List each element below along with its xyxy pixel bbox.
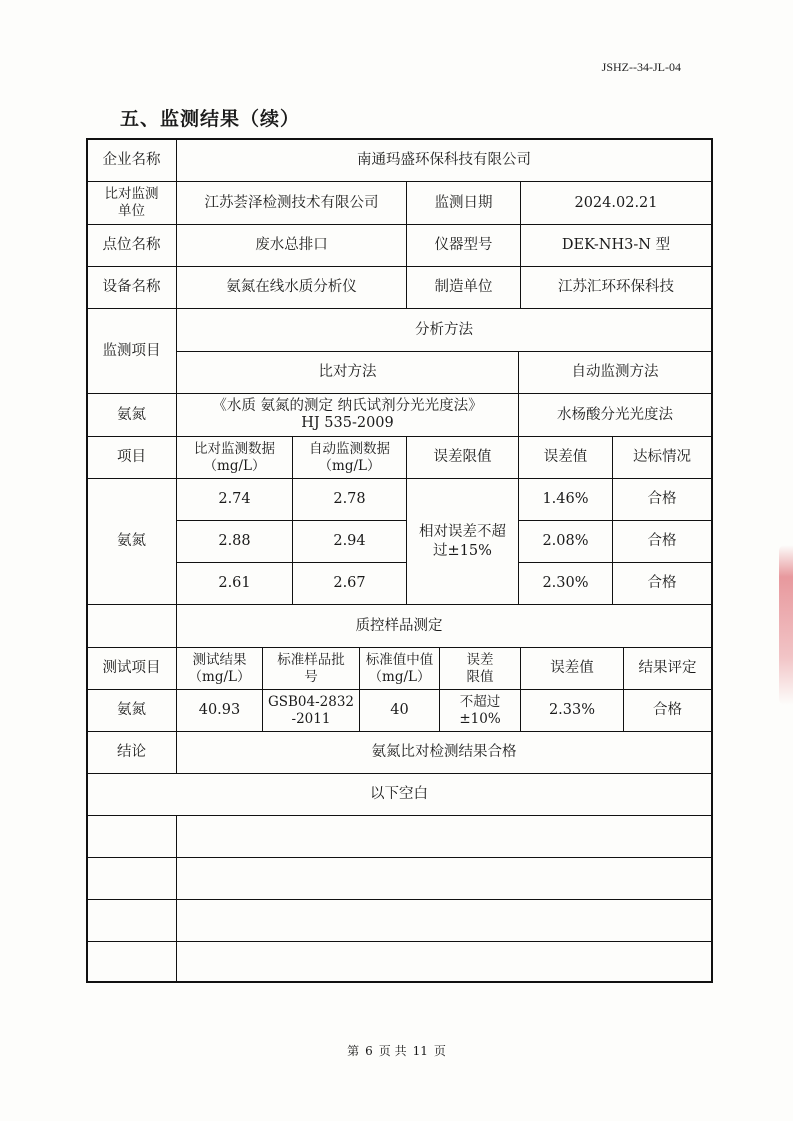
footer-page-number: 6 [365, 1044, 373, 1058]
row2-auto: 2.94 [333, 533, 366, 549]
qc-col-limit: 误差限值 [466, 651, 494, 685]
row2-error: 2.08% [542, 533, 589, 549]
footer-mid: 页 共 [378, 1044, 407, 1058]
auto-method-value: 水杨酸分光光度法 [557, 406, 673, 423]
company-value: 南通玛盛环保科技有限公司 [357, 152, 531, 168]
footer-prefix: 第 [347, 1044, 360, 1058]
grid-line [86, 815, 713, 816]
method-standard-code: HJ 535-2009 [301, 415, 394, 431]
qc-result: 40.93 [198, 702, 241, 718]
date-value: 2024.02.21 [574, 194, 658, 211]
comparison-unit-label: 比对监测单位 [104, 186, 159, 219]
qc-col-error: 误差值 [550, 660, 594, 676]
site-label: 点位名称 [102, 237, 161, 253]
col-status-header: 达标情况 [633, 449, 691, 465]
monitoring-item-label: 监测项目 [102, 342, 161, 359]
document-code: JSHZ--34-JL-04 [601, 60, 681, 74]
row1-error: 1.46% [542, 491, 589, 507]
row1-manual: 2.74 [218, 491, 251, 507]
footer-total-pages: 11 [412, 1044, 428, 1058]
row2-manual: 2.88 [218, 533, 251, 549]
comparison-method-value [177, 394, 518, 436]
qc-item: 氨氮 [117, 702, 146, 718]
grid-line [176, 815, 177, 983]
qc-col-batch: 标准样品批号 [277, 651, 345, 685]
row2-status: 合格 [647, 533, 677, 549]
site-value: 废水总排口 [255, 237, 328, 253]
date-label: 监测日期 [434, 194, 493, 211]
row3-error: 2.30% [542, 575, 589, 591]
col-auto-header: 自动监测数据（mg/L） [309, 440, 390, 474]
method-standard-name: 《水质 氨氮的测定 纳氏试剂分光光度法》 [212, 398, 483, 414]
comparison-analyte: 氨氮 [117, 533, 146, 549]
grid-line [86, 899, 713, 900]
qc-limit: 不超过±10% [459, 693, 501, 727]
row3-manual: 2.61 [218, 575, 251, 591]
qc-col-result: 测试结果（mg/L） [188, 651, 251, 685]
grid-line [86, 857, 713, 858]
blank-note: 以下空白 [370, 786, 428, 802]
maker-label: 制造单位 [434, 279, 493, 295]
page-footer [0, 1042, 793, 1059]
grid-line [86, 941, 713, 942]
qc-col-item: 测试项目 [102, 660, 161, 676]
comparison-unit-value: 江苏荟泽检测技术有限公司 [204, 194, 379, 211]
auto-method-header: 自动监测方法 [571, 364, 659, 380]
col-manual-header: 比对监测数据（mg/L） [194, 440, 275, 474]
qc-batch: GSB04-2832-2011 [267, 693, 355, 727]
row1-status: 合格 [647, 491, 677, 507]
table-border-bottom [86, 981, 713, 983]
device-value: 氨氮在线水质分析仪 [226, 279, 357, 295]
qc-col-std-value: 标准值中值（mg/L） [365, 651, 434, 685]
comparison-method-header: 比对方法 [318, 364, 377, 380]
row3-auto: 2.67 [333, 575, 366, 591]
qc-title: 质控样品测定 [355, 617, 443, 634]
comparison-limit-value: 相对误差不超过±15% [419, 523, 506, 559]
analysis-method-header: 分析方法 [415, 321, 473, 338]
qc-col-evaluation: 结果评定 [638, 660, 697, 676]
maker-value: 江苏汇环环保科技 [558, 279, 674, 295]
qc-error: 2.33% [548, 702, 596, 718]
footer-suffix: 页 [433, 1044, 446, 1058]
conclusion-value: 氨氮比对检测结果合格 [371, 744, 517, 760]
device-label: 设备名称 [102, 279, 161, 295]
method-analyte: 氨氮 [117, 406, 146, 423]
col-limit-header: 误差限值 [433, 449, 492, 465]
qc-evaluation: 合格 [653, 702, 682, 718]
model-label: 仪器型号 [434, 237, 493, 253]
section-title: 五、监测结果（续） [120, 108, 301, 130]
qc-std-value: 40 [390, 702, 409, 718]
col-error-header: 误差值 [543, 449, 588, 465]
seal-stamp-edge [779, 545, 793, 705]
conclusion-label: 结论 [117, 744, 146, 760]
row3-status: 合格 [647, 575, 677, 591]
company-label: 企业名称 [102, 152, 161, 168]
row1-auto: 2.78 [333, 491, 366, 507]
col-item-header: 项目 [117, 449, 146, 465]
model-value: DEK-NH3-N 型 [561, 237, 671, 253]
